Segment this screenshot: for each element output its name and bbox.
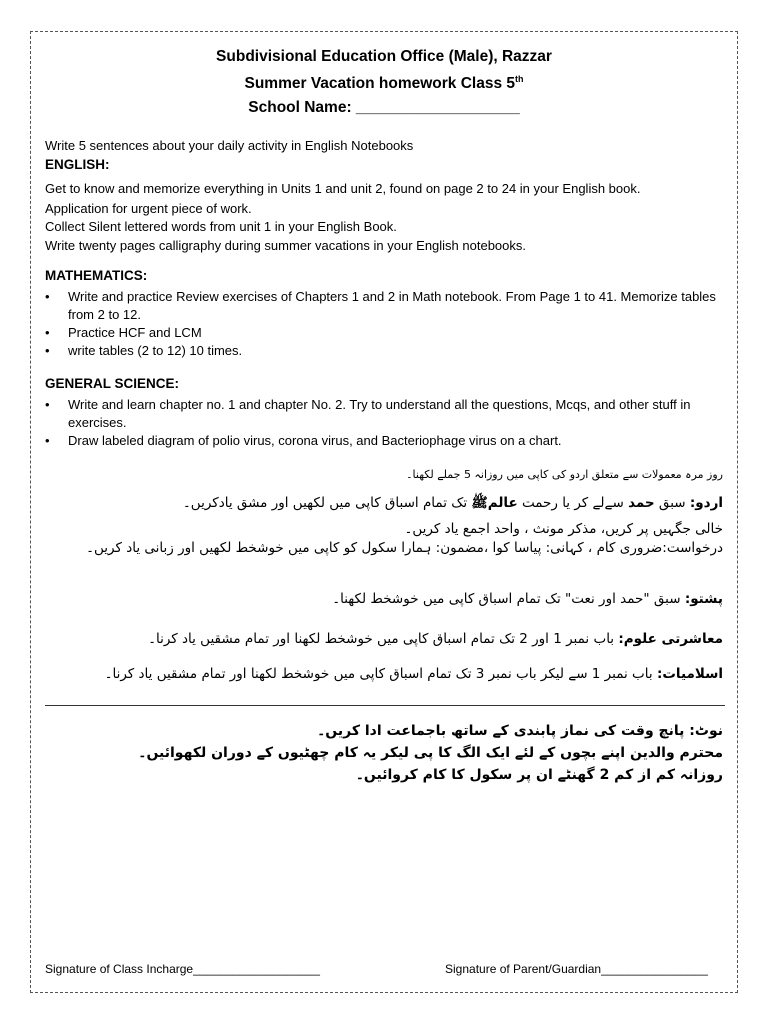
list-item: • Write and learn chapter no. 1 and chapter No. 2. Try to understand all the questions, Mcqs, and other stuff in exercises. <box>45 396 725 432</box>
islamiat-label: اسلامیات: <box>656 666 723 682</box>
signature-parent: Signature of Parent/Guardian________________ <box>445 962 708 976</box>
social-label: معاشرتی علوم: <box>618 631 723 647</box>
list-item: • Practice HCF and LCM <box>45 324 725 342</box>
urdu-hamd: حمد <box>628 495 655 511</box>
science-heading: GENERAL SCIENCE: <box>45 376 180 391</box>
intro-line: Write 5 sentences about your daily activity in English Notebooks <box>45 138 414 153</box>
office-title: Subdivisional Education Office (Male), Razzar <box>216 48 552 65</box>
urdu-daily-line: روز مرہ معمولات سے متعلق اردو کی کاپی میں روزانہ 5 جملے لکھنا۔ <box>406 468 723 481</box>
class-superscript: th <box>515 74 524 84</box>
english-line: Collect Silent lettered words from unit 1 in your English Book. <box>45 219 397 234</box>
list-item: • Write and practice Review exercises of Chapters 1 and 2 in Math notebook. From Page 1 to 41. Memorize tables from 2 to 12. <box>45 288 725 324</box>
social-text: باب نمبر 1 اور 2 تک تمام اسباق کاپی میں خوشخط لکھنا اور تمام مشقیں یاد کرنا۔ <box>148 631 619 647</box>
islamiat-text: باب نمبر 1 سے لیکر باب نمبر 3 تک تمام اسباق کاپی میں خوشخط لکھنا اور تمام مشقیں یاد کرنا۔ <box>104 666 657 682</box>
homework-title <box>0 74 768 93</box>
science-list <box>45 396 725 450</box>
pashto-label: پشتو: <box>684 591 723 607</box>
urdu-line-1 <box>33 494 723 512</box>
english-heading: ENGLISH: <box>45 157 110 172</box>
urdu-text-c: تک تمام اسباق کاپی میں لکھیں اور مشق یادکریں۔ <box>182 495 472 511</box>
social-line <box>33 630 723 648</box>
islamiat-line <box>33 665 723 683</box>
urdu-line-2: خالی جگہیں پر کریں، مذکر مونث ، واحد اجمع یاد کریں۔ <box>404 521 723 537</box>
english-line: Application for urgent piece of work. <box>45 201 252 216</box>
pashto-line <box>33 590 723 608</box>
homework-title-text: Summer Vacation homework Class 5 <box>244 75 515 93</box>
note-line-1: نوٹ: پانچ وقت کی نماز پابندی کے ساتھ باجماعت ادا کریں۔ <box>317 723 723 739</box>
urdu-text-a: سبق <box>654 495 690 511</box>
urdu-label: اردو: <box>689 495 723 511</box>
list-item: • Draw labeled diagram of polio virus, corona virus, and Bacteriophage virus on a chart. <box>45 432 725 450</box>
note-line-3: روزانہ کم از کم 2 گھنٹے ان پر سکول کا کام کروائیں۔ <box>355 767 723 783</box>
divider <box>45 705 725 706</box>
math-heading: MATHEMATICS: <box>45 268 148 283</box>
urdu-alam: عالمﷺ <box>471 495 518 511</box>
list-item: • write tables (2 to 12) 10 times. <box>45 342 725 360</box>
english-line: Write twenty pages calligraphy during summer vacations in your English notebooks. <box>45 238 526 253</box>
english-line: Get to know and memorize everything in Units 1 and unit 2, found on page 2 to 24 in your English book. <box>45 181 641 196</box>
school-name: School Name: ___________________ <box>248 99 520 116</box>
note-line-2: محترم والدین اپنے بچوں کے لئے ایک الگ کا پی لیکر یہ کام چھٹیوں کے دوران لکھوائیں۔ <box>138 745 723 761</box>
signature-class-incharge: Signature of Class Incharge___________________ <box>45 962 320 976</box>
page-border <box>30 31 738 993</box>
pashto-text: سبق "حمد اور نعت" تک تمام اسباق کاپی میں خوشخط لکھنا۔ <box>332 591 685 607</box>
urdu-text-b: سےلے کر یا رحمت <box>517 495 629 511</box>
math-list <box>45 288 725 360</box>
urdu-line-3: درخواست:ضروری کام ، کہانی: پیاسا کوا ،مضمون: ہمارا سکول کو کاپی میں خوشخط لکھیں اور زبانی یاد کریں۔ <box>86 540 723 556</box>
